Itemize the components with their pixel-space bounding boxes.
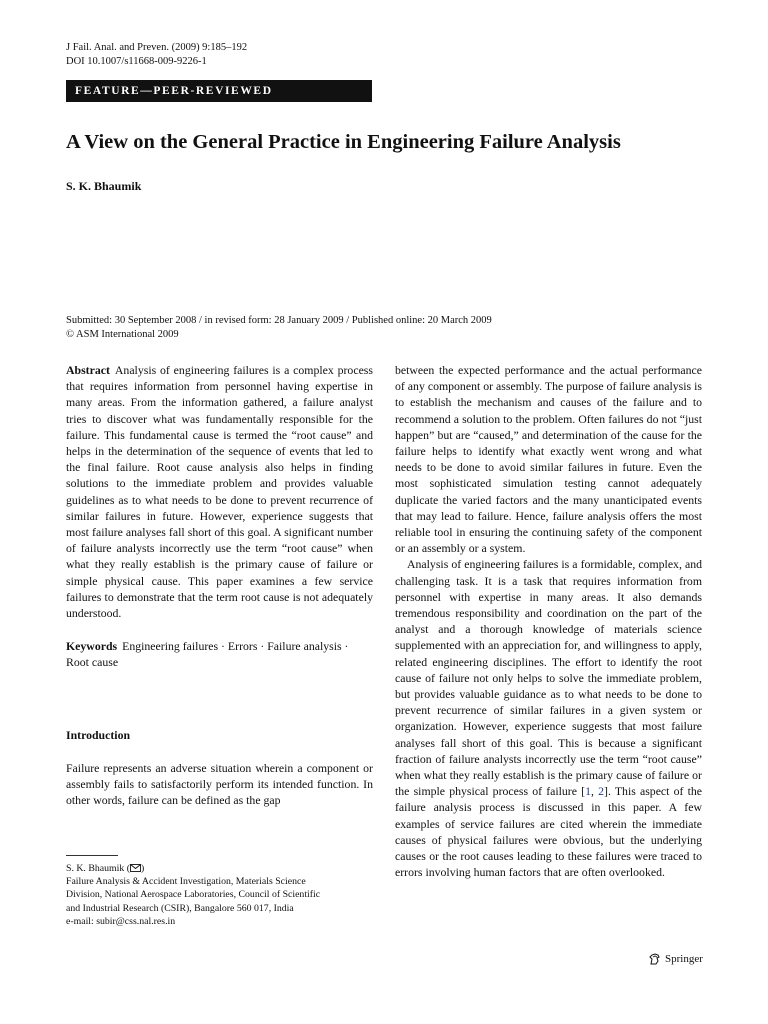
journal-reference: J Fail. Anal. and Preven. (2009) 9:185–192 [66,42,248,53]
submission-history: Submitted: 30 September 2008 / in revised form: 28 January 2009 / Published online: 20 March 2009 [66,315,492,326]
footnote-author: S. K. Bhaumik ( ) [66,863,145,874]
introduction-paragraph-1: Failure represents an adverse situation wherein a component or assembly fails to satisfactorily perform its intended function. In other words, failure can be defined as the gap [66,760,373,808]
abstract-text: Analysis of engineering failures is a complex process that requires information from personnel having expertise in many areas. From the information gathered, a failure analyst tries to discover what was fundamentally responsible for the failure. This fundamental cause is termed the “root cause” and helps in the determination of the sequence of events that led to the final failure. Root cause analysis also helps in finding solutions to the immediate problem and provides valuable guidelines as to what needs to be done to prevent recurrence of similar failures in future. However, experience suggests that most failure analyses fall short of this goal. A significant number of failure analysts incorrectly use the term “root cause” when what they really establish is the primary cause of failure or simple physical cause. This paper examines a few service failures to demonstrate that the term root cause is not adequately understood. [66,363,373,621]
journal-header [66,41,247,69]
doi: DOI 10.1007/s11668-009-9226-1 [66,56,207,67]
publisher-name: Springer [665,953,703,965]
citation-link-1[interactable]: 1 [585,784,591,799]
introduction-paragraph-2: Analysis of engineering failures is a formidable, complex, and challenging task. It is a task that requires information from personnel with expertise in many areas. It also demands tremendous responsibility and coordination on the part of the analyst and a thorough knowledge of materials science supplemented with an appreciation for, and willingness to apply, related engineering disciplines. The effort to identify the root cause of failure not only helps to solve the immediate problem, but provides valuable guidance as to what needs to be done to prevent recurrence of similar failures in a given system or organization. However, experience suggests that most failure analyses fall short of this goal. This is because a significant fraction of failure analysts incorrectly use the term “root cause” when what they really establish is the primary cause of failure or the simple physical process of failure [1, 2]. This aspect of the failure analysis process is discussed in this paper. A few examples of service failures are cited wherein the immediate causes of physical failures were obvious, but the underlying causes or the root causes leading to these failures were traced to errors involving human factors that are often overlooked. [395,557,703,880]
keywords-text: Engineering failures · Errors · Failure analysis · Root cause [66,639,349,670]
publication-dates [66,314,492,342]
footnote-affiliation-2: Division, National Aerospace Laboratories, Council of Scientific [66,889,321,901]
publisher-footer [648,952,703,966]
envelope-icon [130,864,141,872]
introduction-heading: Introduction [66,727,131,742]
keywords-label: Keywords [66,639,118,654]
footnote-email: e-mail: subir@css.nal.res.in [66,915,176,927]
author-name: S. K. Bhaumik [66,179,142,193]
right-column [395,362,702,881]
footnote-affiliation-3: and Industrial Research (CSIR), Bangalore 560 017, India [66,902,294,914]
article-title: A View on the General Practice in Engineering Failure Analysis [66,131,621,153]
footnote-affiliation-1: Failure Analysis & Accident Investigation, Materials Science [66,876,306,888]
springer-horse-icon [648,952,662,966]
left-column [66,362,373,808]
copyright: © ASM International 2009 [66,329,179,340]
abstract-label: Abstract [66,363,110,377]
feature-banner: FEATURE—PEER-REVIEWED [66,80,372,102]
author-footnote [66,862,373,928]
abstract [66,362,373,621]
footnote-divider [66,855,118,856]
keywords [66,638,373,670]
introduction-paragraph-1-continued: between the expected performance and the actual performance of any component or assembly. The purpose of failure analysis is to establish the mechanism and causes of the failure and to recommend a solution to the problem. Often failures do not “just happen” but are “caused,” and determination of the cause for the failure helps to identify what exactly went wrong and what needs to be done to avoid similar failures in future. Even the most sophisticated simulation testing cannot adequately duplicate the varied factors and the many unanticipated events that may lead to failure. Hence, failure analysis offers the most reliable tool in ensuring the continuing safety of the component or an assembly or a system. [395,363,702,556]
citation-link-2[interactable]: 2 [598,784,605,799]
